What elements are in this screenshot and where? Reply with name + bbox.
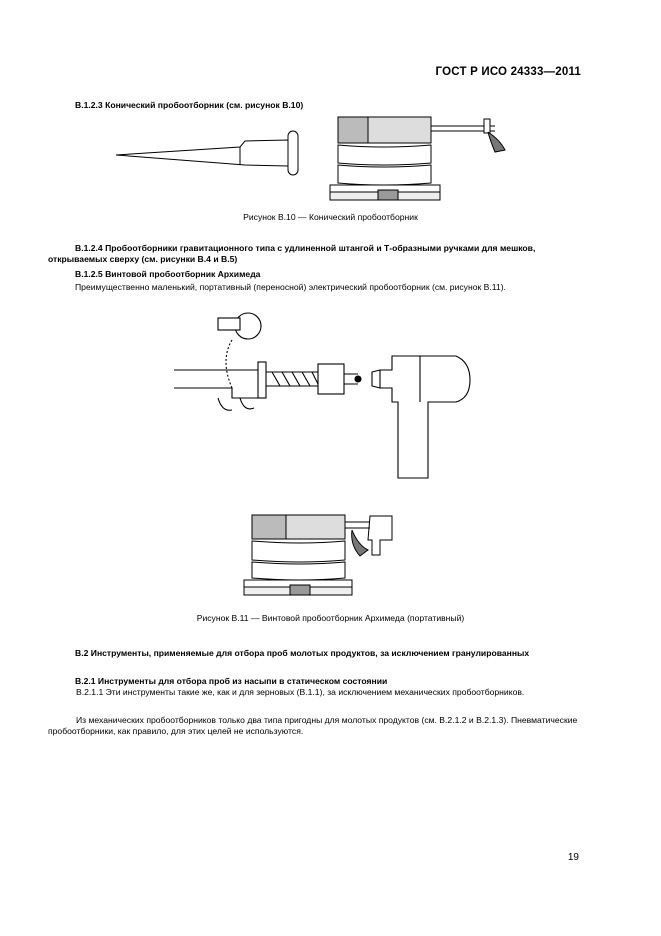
conical-probe-drawing [116, 131, 298, 175]
figure-b10-caption: Рисунок В.10 — Конический пробоотборник [243, 212, 418, 222]
section-b2-title: В.2 Инструменты, применяемые для отбора проб молотых продуктов, за исключением гранулированных [75, 648, 530, 658]
screw-sampler-drawing [174, 313, 470, 478]
section-b125-title: В.1.2.5 Винтовой пробоотборник Архимеда [75, 269, 261, 279]
section-b125-text: Преимущественно маленький, портативный (переносной) электрический пробоотборник (см. рисунок В.11). [75, 282, 506, 292]
sack-stack-drawing-1 [330, 117, 505, 200]
page-number: 19 [567, 852, 579, 863]
section-b21-title: В.2.1 Инструменты для отбора проб из насыпи в статическом состоянии [75, 676, 388, 686]
section-b211-text: В.2.1.1 Эти инструменты такие же, как и для зерновых (В.1.1), за исключением механических пробоотборников. [76, 687, 525, 697]
section-b123-title: В.1.2.3 Конический пробоотборник (см. рисунок В.10) [75, 100, 304, 110]
sack-stack-drawing-2 [244, 515, 392, 595]
section-b211-text2: Из механических пробоотборников только два типа пригодны для молотых продуктов (см. В.2.1.2 и В.2.1.3). Пневматические пробоотборники, как правило, для этих целей не используются. [48, 715, 578, 736]
document-code: ГОСТ Р ИСО 24333—2011 [435, 66, 581, 78]
figure-b11-caption: Рисунок В.11 — Винтовой пробоотборник Архимеда (портативный) [196, 613, 465, 623]
section-b124-title: В.1.2.4 Пробоотборники гравитационного типа с удлиненной штангой и Т-образными ручками для мешков, открываемых сверху (см. рисунки В.4 и В.5) [48, 243, 536, 264]
